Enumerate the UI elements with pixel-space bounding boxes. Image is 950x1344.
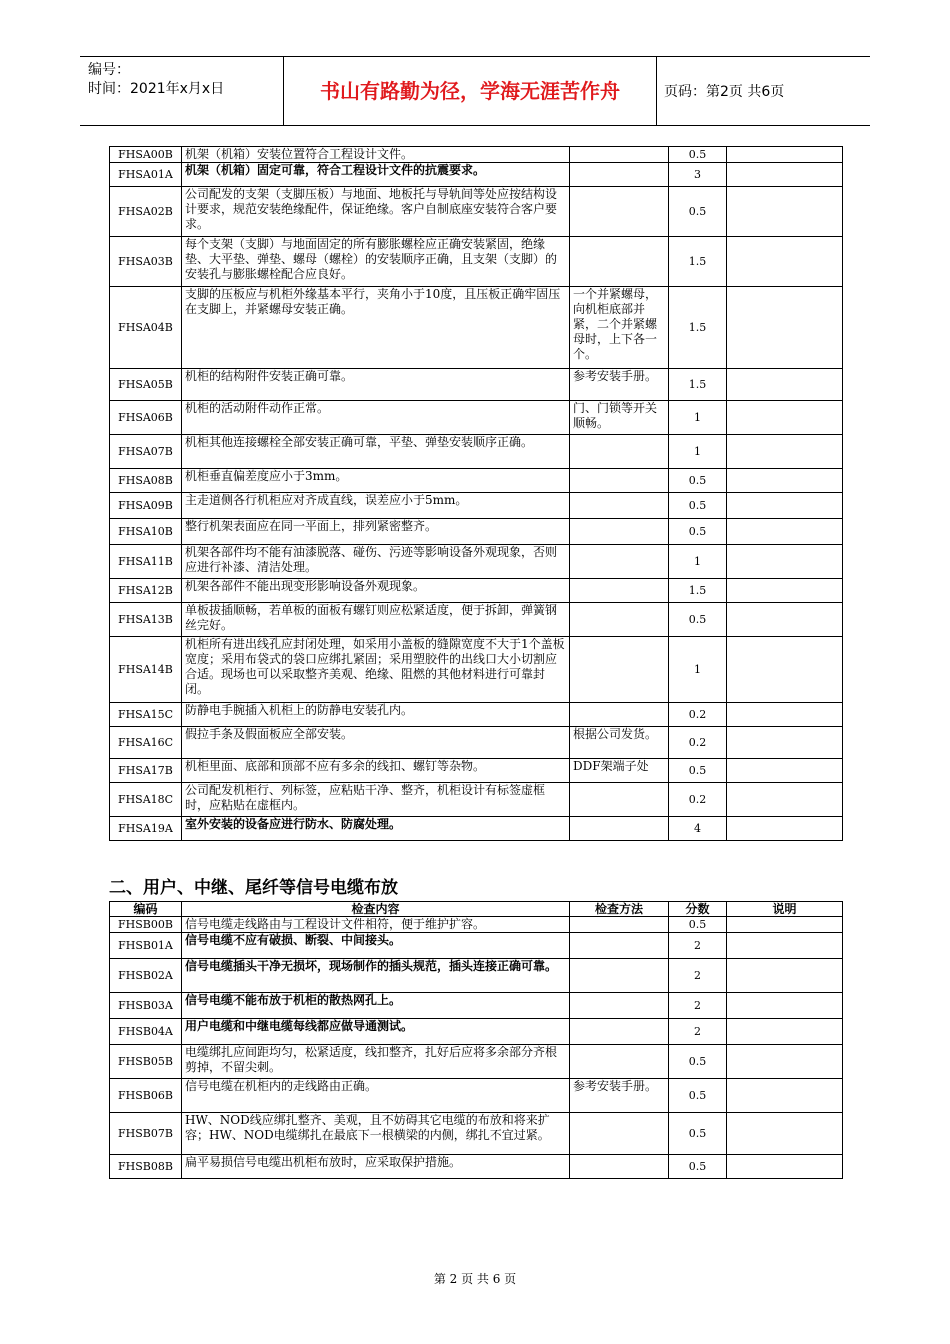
row-score: 0.5	[669, 493, 727, 519]
row-note	[727, 163, 843, 187]
row-method	[570, 959, 669, 993]
row-code: FHSA03B	[110, 237, 182, 287]
row-content: 机柜的结构附件安装正确可靠。	[182, 369, 570, 401]
row-note	[727, 187, 843, 237]
row-method	[570, 603, 669, 637]
row-code: FHSA19A	[110, 817, 182, 841]
row-note	[727, 817, 843, 841]
row-note	[727, 933, 843, 959]
row-code: FHSA16C	[110, 727, 182, 759]
row-score: 3	[669, 163, 727, 187]
header-score: 分数	[669, 902, 727, 917]
signal-cable-check-table	[109, 901, 843, 1179]
table-header-row	[110, 902, 843, 917]
header-content: 检查内容	[182, 902, 570, 917]
row-note	[727, 287, 843, 369]
row-note	[727, 369, 843, 401]
table-row	[110, 817, 843, 841]
row-note	[727, 545, 843, 579]
row-score: 0.5	[669, 519, 727, 545]
table-row	[110, 579, 843, 603]
row-method: 门、门锁等开关顺畅。	[570, 401, 669, 435]
row-score: 0.5	[669, 1079, 727, 1113]
row-code: FHSA15C	[110, 703, 182, 727]
row-code: FHSB07B	[110, 1113, 182, 1155]
row-score: 0.5	[669, 917, 727, 933]
header-meta	[88, 61, 224, 99]
row-score: 1.5	[669, 237, 727, 287]
row-content: 机柜的活动附件动作正常。	[182, 401, 570, 435]
row-code: FHSA13B	[110, 603, 182, 637]
row-content: 机架（机箱）安装位置符合工程设计文件。	[182, 147, 570, 163]
row-note	[727, 703, 843, 727]
header-motto: 书山有路勤为径，学海无涯苦作舟	[283, 57, 657, 125]
row-method	[570, 917, 669, 933]
table-row	[110, 401, 843, 435]
row-content: 室外安装的设备应进行防水、防腐处理。	[182, 817, 570, 841]
row-content: 公司配发的支架（支脚压板）与地面、地板托与导轨间等处应按结构设计要求，规范安装绝缘配件，保证绝缘。客户自制底座安装符合客户要求。	[182, 187, 570, 237]
row-content: 机柜里面、底部和顶部不应有多余的线扣、螺钉等杂物。	[182, 759, 570, 783]
row-content: 信号电缆插头干净无损坏，现场制作的插头规范，插头连接正确可靠。	[182, 959, 570, 993]
row-method	[570, 783, 669, 817]
row-note	[727, 493, 843, 519]
row-score: 2	[669, 993, 727, 1019]
row-note	[727, 579, 843, 603]
row-method	[570, 187, 669, 237]
table-row	[110, 369, 843, 401]
table-row	[110, 933, 843, 959]
row-content: 机架（机箱）固定可靠，符合工程设计文件的抗震要求。	[182, 163, 570, 187]
row-note	[727, 727, 843, 759]
row-score: 1	[669, 637, 727, 703]
header-method: 检查方法	[570, 902, 669, 917]
row-note	[727, 147, 843, 163]
row-method	[570, 435, 669, 469]
table-row	[110, 469, 843, 493]
row-score: 2	[669, 933, 727, 959]
row-score: 0.5	[669, 603, 727, 637]
table-row	[110, 727, 843, 759]
row-method	[570, 1019, 669, 1045]
equipment-check-table	[109, 146, 843, 841]
row-method	[570, 519, 669, 545]
row-score: 0.2	[669, 703, 727, 727]
table-row	[110, 637, 843, 703]
table-row	[110, 287, 843, 369]
row-note	[727, 519, 843, 545]
row-note	[727, 401, 843, 435]
row-score: 1	[669, 435, 727, 469]
row-score: 0.5	[669, 1155, 727, 1179]
row-content: 机柜其他连接螺栓全部安装正确可靠，平垫、弹垫安装顺序正确。	[182, 435, 570, 469]
row-code: FHSA12B	[110, 579, 182, 603]
row-note	[727, 637, 843, 703]
row-method	[570, 703, 669, 727]
row-content: 机柜垂直偏差度应小于3mm。	[182, 469, 570, 493]
row-note	[727, 917, 843, 933]
row-score: 1	[669, 401, 727, 435]
table-row	[110, 703, 843, 727]
table-row	[110, 603, 843, 637]
row-content: HW、NOD线应绑扎整齐、美观，且不妨碍其它电缆的布放和将来扩容；HW、NOD电缆绑扎在最底下一根横梁的内侧，绑扎不宜过紧。	[182, 1113, 570, 1155]
row-note	[727, 959, 843, 993]
row-content: 信号电缆不能布放于机柜的散热网孔上。	[182, 993, 570, 1019]
row-score: 2	[669, 1019, 727, 1045]
table-row	[110, 1045, 843, 1079]
row-code: FHSA08B	[110, 469, 182, 493]
row-code: FHSA18C	[110, 783, 182, 817]
row-code: FHSA10B	[110, 519, 182, 545]
row-score: 0.2	[669, 783, 727, 817]
row-code: FHSB00B	[110, 917, 182, 933]
row-note	[727, 783, 843, 817]
row-method: 参考安装手册。	[570, 1079, 669, 1113]
row-content: 整行机架表面应在同一平面上，排列紧密整齐。	[182, 519, 570, 545]
row-score: 1.5	[669, 579, 727, 603]
row-code: FHSA17B	[110, 759, 182, 783]
table-row	[110, 917, 843, 933]
row-content: 支脚的压板应与机柜外缘基本平行，夹角小于10度，且压板正确牢固压在支脚上，并紧螺母安装正确。	[182, 287, 570, 369]
row-method: 一个并紧螺母，向机柜底部并紧，二个并紧螺母时，上下各一个。	[570, 287, 669, 369]
row-note	[727, 435, 843, 469]
row-method	[570, 933, 669, 959]
row-method	[570, 237, 669, 287]
row-code: FHSA04B	[110, 287, 182, 369]
row-note	[727, 1079, 843, 1113]
row-code: FHSA14B	[110, 637, 182, 703]
row-method: 参考安装手册。	[570, 369, 669, 401]
row-code: FHSA09B	[110, 493, 182, 519]
row-note	[727, 237, 843, 287]
row-score: 2	[669, 959, 727, 993]
row-method	[570, 545, 669, 579]
section-title: 二、用户、中继、尾纤等信号电缆布放	[109, 878, 398, 898]
row-code: FHSA06B	[110, 401, 182, 435]
row-score: 0.5	[669, 469, 727, 493]
row-score: 4	[669, 817, 727, 841]
row-method	[570, 1155, 669, 1179]
table-row	[110, 959, 843, 993]
row-note	[727, 993, 843, 1019]
row-content: 公司配发机柜行、列标签，应粘贴干净、整齐，机柜设计有标签虚框时，应粘贴在虚框内。	[182, 783, 570, 817]
row-code: FHSB02A	[110, 959, 182, 993]
table-row	[110, 759, 843, 783]
table-row	[110, 783, 843, 817]
table-row	[110, 1155, 843, 1179]
row-score: 0.5	[669, 1045, 727, 1079]
row-code: FHSB08B	[110, 1155, 182, 1179]
row-method	[570, 147, 669, 163]
table-row	[110, 993, 843, 1019]
row-method	[570, 1045, 669, 1079]
row-method	[570, 637, 669, 703]
row-score: 0.5	[669, 759, 727, 783]
row-note	[727, 469, 843, 493]
table-row	[110, 545, 843, 579]
row-code: FHSB04A	[110, 1019, 182, 1045]
table-row	[110, 163, 843, 187]
row-content: 单板拔插顺畅，若单板的面板有螺钉则应松紧适度，便于拆卸，弹簧钢丝完好。	[182, 603, 570, 637]
row-code: FHSA00B	[110, 147, 182, 163]
page-footer: 第 2 页 共 6 页	[433, 1272, 517, 1286]
row-note	[727, 1019, 843, 1045]
table-row	[110, 187, 843, 237]
row-content: 信号电缆走线路由与工程设计文件相符，便于维护扩容。	[182, 917, 570, 933]
row-note	[727, 1155, 843, 1179]
row-score: 1.5	[669, 287, 727, 369]
row-method	[570, 993, 669, 1019]
row-score: 0.2	[669, 727, 727, 759]
row-code: FHSA05B	[110, 369, 182, 401]
row-code: FHSA11B	[110, 545, 182, 579]
time-label: 时间：2021年x月x日	[88, 81, 225, 97]
row-score: 0.5	[669, 1113, 727, 1155]
row-content: 机柜所有进出线孔应封闭处理，如采用小盖板的缝隙宽度不大于1个盖板宽度；采用布袋式的袋口应绑扎紧固；采用塑胶件的出线口大小切割应合适。现场也可以采取整齐美观、绝缘、阻燃的其他材料进行可靠封闭。	[182, 637, 570, 703]
row-content: 防静电手腕插入机柜上的防静电安装孔内。	[182, 703, 570, 727]
row-content: 机架各部件不能出现变形影响设备外观现象。	[182, 579, 570, 603]
row-method: 根据公司发货。	[570, 727, 669, 759]
table-row	[110, 1019, 843, 1045]
row-code: FHSA07B	[110, 435, 182, 469]
row-method: DDF架端子处	[570, 759, 669, 783]
row-note	[727, 603, 843, 637]
row-content: 用户电缆和中继电缆每线都应做导通测试。	[182, 1019, 570, 1045]
row-content: 信号电缆不应有破损、断裂、中间接头。	[182, 933, 570, 959]
row-code: FHSB05B	[110, 1045, 182, 1079]
header-note: 说明	[727, 902, 843, 917]
row-code: FHSB01A	[110, 933, 182, 959]
row-note	[727, 1113, 843, 1155]
header-page-info: 页码：第2页 共6页	[664, 84, 785, 100]
row-method	[570, 493, 669, 519]
table-row	[110, 435, 843, 469]
row-content: 电缆绑扎应间距均匀，松紧适度，线扣整齐，扎好后应将多余部分齐根剪掉，不留尖刺。	[182, 1045, 570, 1079]
row-note	[727, 759, 843, 783]
row-code: FHSB03A	[110, 993, 182, 1019]
row-content: 每个支架（支脚）与地面固定的所有膨胀螺栓应正确安装紧固，绝缘垫、大平垫、弹垫、螺母（螺栓）的安装顺序正确，且支架（支脚）的安装孔与膨胀螺栓配合应良好。	[182, 237, 570, 287]
table-row	[110, 519, 843, 545]
row-score: 1	[669, 545, 727, 579]
row-method	[570, 1113, 669, 1155]
row-content: 假拉手条及假面板应全部安装。	[182, 727, 570, 759]
row-method	[570, 817, 669, 841]
row-content: 扁平易损信号电缆出机柜布放时，应采取保护措施。	[182, 1155, 570, 1179]
row-method	[570, 469, 669, 493]
table-row	[110, 237, 843, 287]
row-score: 0.5	[669, 187, 727, 237]
header-code: 编码	[110, 902, 182, 917]
row-score: 0.5	[669, 147, 727, 163]
number-label: 编号：	[88, 62, 130, 78]
row-code: FHSB06B	[110, 1079, 182, 1113]
row-content: 主走道侧各行机柜应对齐成直线，误差应小于5mm。	[182, 493, 570, 519]
row-method	[570, 163, 669, 187]
row-content: 机架各部件均不能有油漆脱落、碰伤、污迹等影响设备外观现象，否则应进行补漆、清洁处理。	[182, 545, 570, 579]
row-code: FHSA01A	[110, 163, 182, 187]
row-code: FHSA02B	[110, 187, 182, 237]
page-header	[80, 56, 870, 126]
row-score: 1.5	[669, 369, 727, 401]
row-method	[570, 579, 669, 603]
table-row	[110, 1079, 843, 1113]
table-row	[110, 1113, 843, 1155]
row-content: 信号电缆在机柜内的走线路由正确。	[182, 1079, 570, 1113]
row-note	[727, 1045, 843, 1079]
table-row	[110, 147, 843, 163]
table-row	[110, 493, 843, 519]
